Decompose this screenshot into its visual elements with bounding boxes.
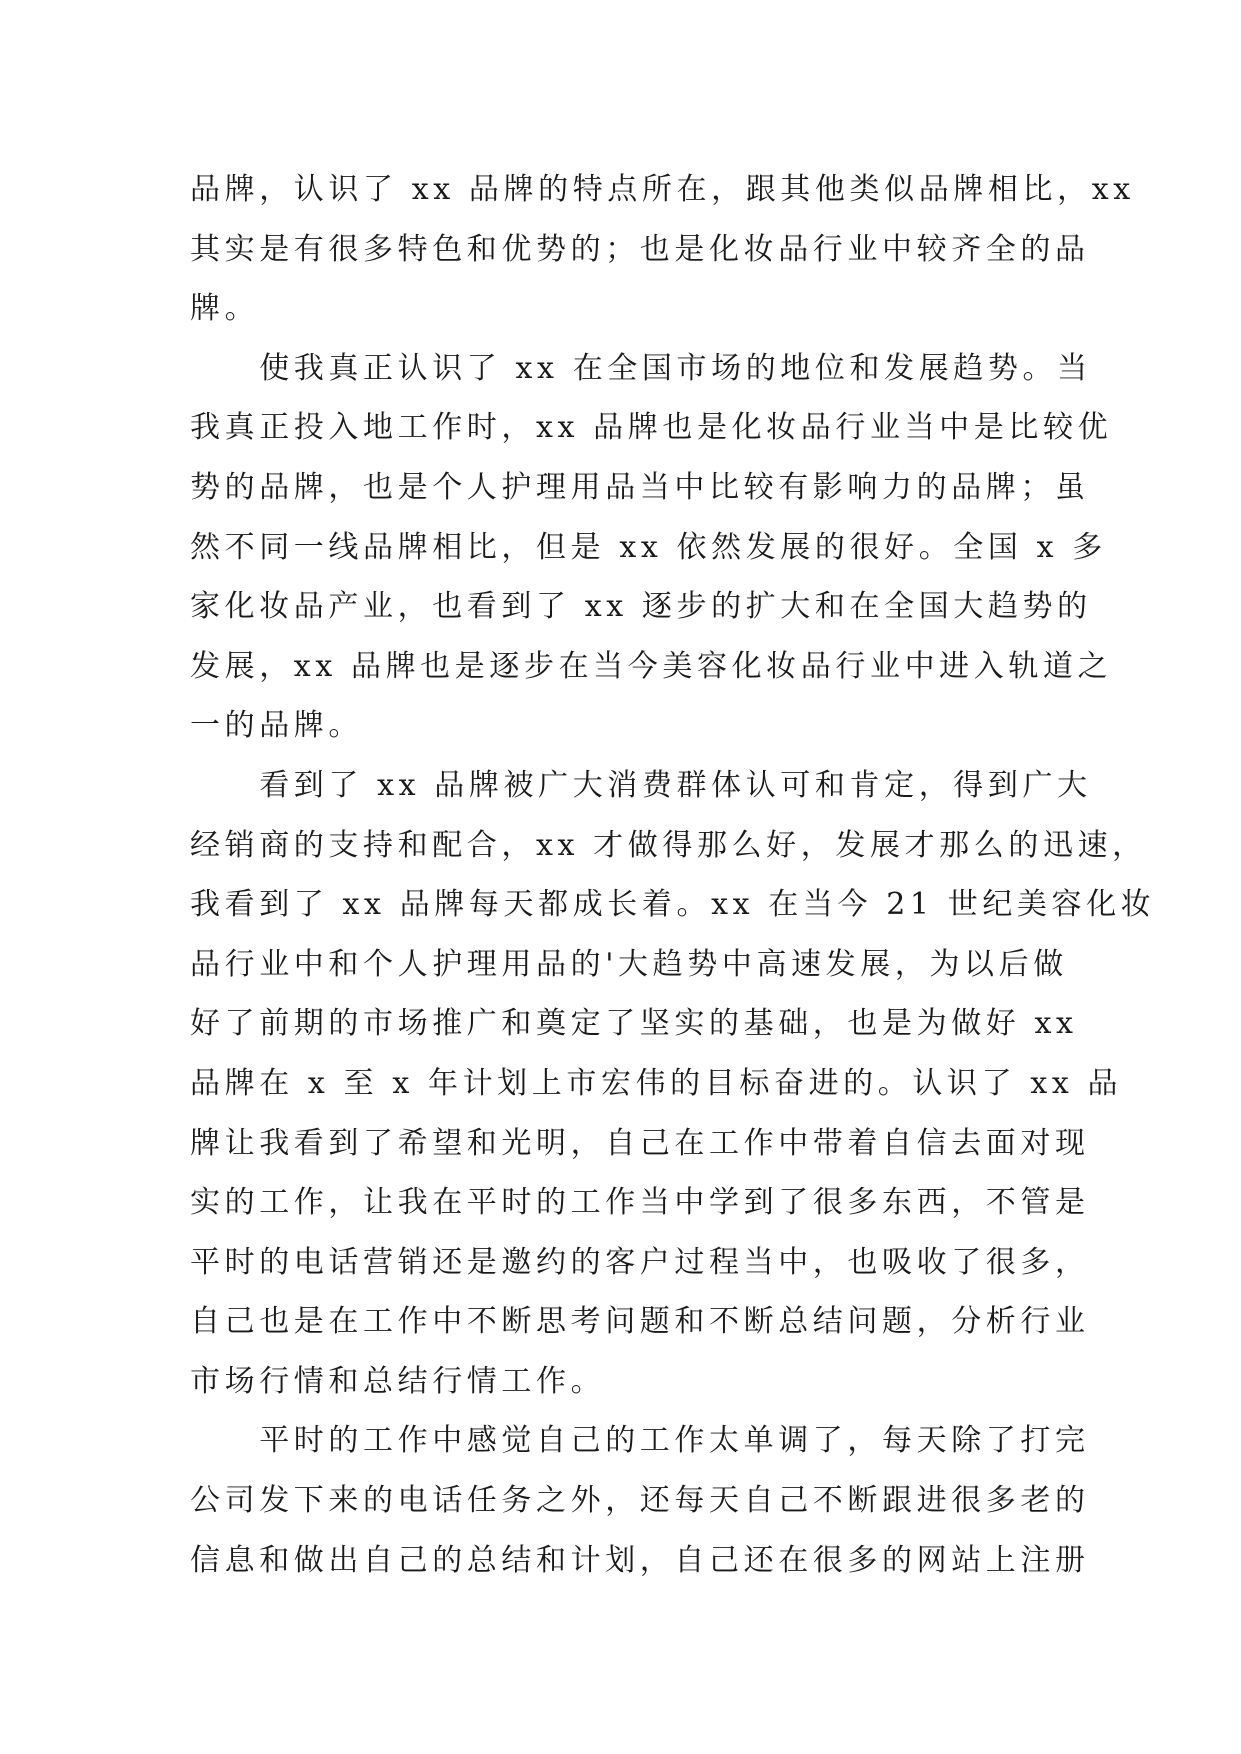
text-line: 公司发下来的电话任务之外，还每天自己不断跟进很多老的 xyxy=(190,1483,1090,1519)
text-line: 市场行情和总结行情工作。 xyxy=(190,1363,606,1399)
text-line: 信息和做出自己的总结和计划，自己还在很多的网站上注册 xyxy=(190,1542,1090,1578)
body-text xyxy=(190,160,1156,1590)
text-line: 品行业中和个人护理用品的'大趋势中高速发展，为以后做 xyxy=(190,946,1068,982)
text-line: 自己也是在工作中不断思考问题和不断总结问题，分析行业 xyxy=(190,1304,1090,1340)
text-line: 看到了 xx 品牌被广大消费群体认可和肯定，得到广大 xyxy=(190,767,1092,803)
text-line: 实的工作，让我在平时的工作当中学到了很多东西，不管是 xyxy=(190,1185,1090,1221)
text-line: 好了前期的市场推广和奠定了坚实的基础，也是为做好 xx xyxy=(190,1006,1078,1042)
text-line: 发展，xx 品牌也是逐步在当今美容化妆品行业中进入轨道之 xyxy=(190,648,1113,684)
text-line: 势的品牌，也是个人护理用品当中比较有影响力的品牌；虽 xyxy=(190,469,1090,505)
text-line: 经销商的支持和配合，xx 才做得那么好，发展才那么的迅速， xyxy=(190,827,1147,863)
text-line: 品牌，认识了 xx 品牌的特点所在，跟其他类似品牌相比，xx xyxy=(190,172,1135,207)
text-line: 牌让我看到了希望和光明，自己在工作中带着自信去面对现 xyxy=(190,1125,1090,1161)
text-line: 平时的工作中感觉自己的工作太单调了，每天除了打完 xyxy=(190,1423,1090,1459)
text-line: 牌。 xyxy=(190,291,260,327)
text-line: 平时的电话营销还是邀约的客户过程当中，也吸收了很多， xyxy=(190,1244,1090,1280)
text-line: 我看到了 xx 品牌每天都成长着。xx 在当今 21 世纪美容化妆 xyxy=(190,887,1156,923)
text-line: 一的品牌。 xyxy=(190,708,363,744)
text-line: 其实是有很多特色和优势的；也是化妆品行业中较齐全的品 xyxy=(190,231,1090,267)
text-line: 品牌在 x 至 x 年计划上市宏伟的目标奋进的。认识了 xx 品 xyxy=(190,1065,1123,1101)
text-line: 我真正投入地工作时，xx 品牌也是化妆品行业当中是比较优 xyxy=(190,410,1113,446)
text-line: 家化妆品产业，也看到了 xx 逐步的扩大和在全国大趋势的 xyxy=(190,589,1092,625)
text-line: 使我真正认识了 xx 在全国市场的地位和发展趋势。当 xyxy=(190,350,1092,386)
text-line: 然不同一线品牌相比，但是 xx 依然发展的很好。全国 x 多 xyxy=(190,529,1107,565)
